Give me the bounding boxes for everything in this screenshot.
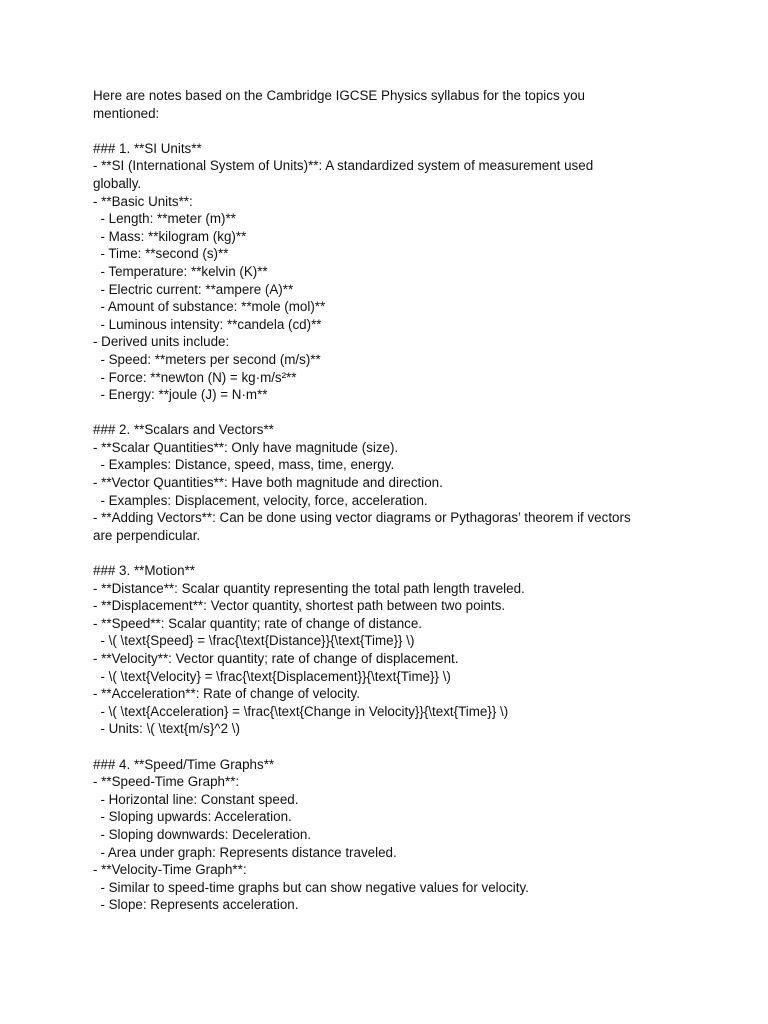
text-line: - Speed: **meters per second (m/s)** bbox=[93, 351, 321, 367]
formula-line: - \( \text{Speed} = \frac{\text{Distance}}{\text{Time}} \) bbox=[93, 633, 415, 649]
text-line: - Luminous intensity: **candela (cd)** bbox=[93, 316, 322, 332]
text-line: - Mass: **kilogram (kg)** bbox=[93, 228, 247, 244]
text-line: - Force: **newton (N) = kg·m/s²** bbox=[93, 369, 297, 385]
text-line: - Sloping upwards: Acceleration. bbox=[93, 809, 292, 825]
blank-line bbox=[93, 738, 693, 756]
section-heading: ### 3. **Motion** bbox=[93, 563, 195, 579]
text-line: - **Speed-Time Graph**: bbox=[93, 774, 240, 790]
blank-line bbox=[93, 122, 693, 140]
intro-line: mentioned: bbox=[93, 105, 160, 121]
text-line: - Examples: Distance, speed, mass, time, energy. bbox=[93, 457, 395, 473]
section-heading: ### 4. **Speed/Time Graphs** bbox=[93, 756, 275, 772]
text-line: - **Adding Vectors**: Can be done using vector diagrams or Pythagoras’ theorem if vectors bbox=[93, 510, 631, 526]
text-line: - **Distance**: Scalar quantity representing the total path length traveled. bbox=[93, 580, 525, 596]
text-line: - **Velocity-Time Graph**: bbox=[93, 862, 247, 878]
text-line: are perpendicular. bbox=[93, 527, 201, 543]
text-line: - Derived units include: bbox=[93, 334, 230, 350]
formula-line: - \( \text{Velocity} = \frac{\text{Displacement}}{\text{Time}} \) bbox=[93, 668, 451, 684]
text-line: - **Vector Quantities**: Have both magnitude and direction. bbox=[93, 475, 443, 491]
intro-line: Here are notes based on the Cambridge IGCSE Physics syllabus for the topics you bbox=[93, 88, 585, 103]
text-line: - Energy: **joule (J) = N·m** bbox=[93, 387, 268, 403]
formula-line: - Units: \( \text{m/s}^2 \) bbox=[93, 721, 240, 737]
text-line: - Similar to speed-time graphs but can show negative values for velocity. bbox=[93, 879, 529, 895]
text-line: - **Speed**: Scalar quantity; rate of change of distance. bbox=[93, 615, 423, 631]
text-line: - Sloping downwards: Deceleration. bbox=[93, 826, 312, 842]
text-line: - Slope: Represents acceleration. bbox=[93, 897, 299, 913]
text-line: - **SI (International System of Units)**: A standardized system of measurement used bbox=[93, 158, 594, 174]
document-body bbox=[93, 87, 693, 914]
text-line: - Temperature: **kelvin (K)** bbox=[93, 263, 268, 279]
section-heading: ### 1. **SI Units** bbox=[93, 140, 202, 156]
section-heading: ### 2. **Scalars and Vectors** bbox=[93, 422, 274, 438]
text-line: - Examples: Displacement, velocity, force, acceleration. bbox=[93, 492, 428, 508]
text-line: - Length: **meter (m)** bbox=[93, 211, 236, 227]
text-line: - **Basic Units**: bbox=[93, 193, 193, 209]
text-line: - Electric current: **ampere (A)** bbox=[93, 281, 294, 297]
text-line: globally. bbox=[93, 175, 142, 191]
text-line: - **Acceleration**: Rate of change of velocity. bbox=[93, 686, 360, 702]
text-line: - **Velocity**: Vector quantity; rate of change of displacement. bbox=[93, 651, 459, 666]
formula-line: - \( \text{Acceleration} = \frac{\text{Change in Velocity}}{\text{Time}} \) bbox=[93, 703, 509, 719]
blank-line bbox=[93, 544, 693, 562]
text-line: - Time: **second (s)** bbox=[93, 246, 229, 262]
text-line: - Amount of substance: **mole (mol)** bbox=[93, 299, 326, 315]
text-line: - Horizontal line: Constant speed. bbox=[93, 791, 299, 807]
blank-line bbox=[93, 404, 693, 422]
text-line: - **Scalar Quantities**: Only have magnitude (size). bbox=[93, 439, 399, 455]
text-line: - Area under graph: Represents distance traveled. bbox=[93, 844, 397, 860]
text-line: - **Displacement**: Vector quantity, shortest path between two points. bbox=[93, 598, 506, 614]
